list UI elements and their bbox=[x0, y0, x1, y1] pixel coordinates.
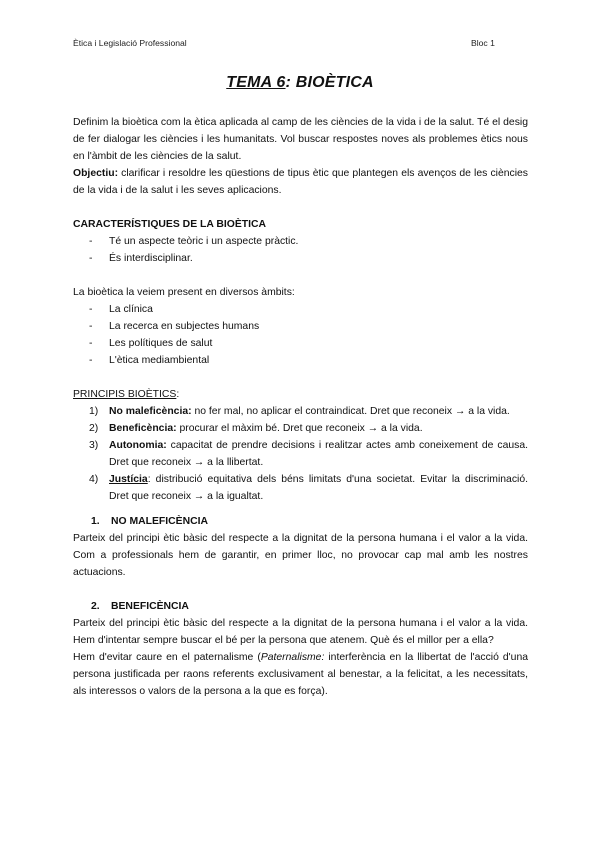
section-title: NO MALEFICÈNCIA bbox=[111, 516, 208, 527]
principle-text: no fer mal, no aplicar el contraindicat. Dret que reconeix → a la vida. bbox=[191, 406, 510, 417]
principle-text: : distribució equitativa dels béns limitats d'una societat. Evitar la discriminació. Dret que reconeix → a la igualtat. bbox=[109, 474, 528, 502]
document-body bbox=[73, 114, 528, 700]
intro-objective bbox=[73, 165, 528, 199]
intro-definition: Definim la bioètica com la ètica aplicada al camp de les ciències de la vida i de la salut. Té el desig de fer dialogar les ciències i les humanitats. Vol buscar respostes noves als problemes ètics nous en l'àmbit de les ciències de la salut. bbox=[73, 117, 528, 162]
principles-heading bbox=[73, 386, 528, 403]
principle-item bbox=[73, 420, 528, 437]
header-course-title: Ètica i Legislació Professional bbox=[73, 38, 187, 48]
list-item: - Les polítiques de salut bbox=[73, 335, 528, 352]
principle-label: Beneficència: bbox=[109, 423, 177, 434]
section-number: 1. bbox=[91, 516, 100, 527]
principle-item bbox=[73, 471, 528, 505]
paternalism-intro: Hem d'evitar caure en el paternalisme ( bbox=[73, 652, 261, 663]
section-1-text: Parteix del principi ètic bàsic del respecte a la dignitat de la persona humana i el valor a la vida. Com a professionals hem de garantir, en primer lloc, no provocar cap mal amb les nostres actuacions. bbox=[73, 533, 528, 578]
principle-text: capacitat de prendre decisions i realitzar actes amb coneixement de causa. Dret que reconeix → a la llibertat. bbox=[109, 440, 528, 468]
paternalism-term: Paternalisme: bbox=[260, 652, 325, 663]
principle-label: No maleficència: bbox=[109, 406, 192, 417]
section-2-text-2 bbox=[73, 649, 528, 700]
title-topic-number: TEMA 6 bbox=[226, 74, 286, 91]
list-item: - Té un aspecte teòric i un aspecte pràctic. bbox=[73, 233, 528, 250]
objective-text: clarificar i resoldre les qüestions de tipus ètic que plantegen els avenços de les ciències de la vida i de la salut i les seves aplicacions. bbox=[73, 168, 528, 196]
page-title bbox=[0, 74, 600, 92]
objective-label: Objectiu: bbox=[73, 168, 119, 179]
characteristics-list bbox=[73, 233, 528, 267]
list-item: - L'ètica mediambiental bbox=[73, 352, 528, 369]
principle-number: 1) bbox=[89, 406, 99, 417]
areas-list bbox=[73, 301, 528, 369]
principle-number: 2) bbox=[89, 423, 99, 434]
characteristics-heading: CARACTERÍSTIQUES DE LA BIOÈTICA bbox=[73, 219, 267, 230]
principle-label: Justícia bbox=[109, 474, 148, 485]
list-item: - És interdisciplinar. bbox=[73, 250, 528, 267]
principles-list bbox=[73, 403, 528, 505]
principle-number: 4) bbox=[89, 474, 99, 485]
header-block-label: Bloc 1 bbox=[471, 38, 495, 48]
principles-heading-colon: : bbox=[176, 389, 180, 400]
paternalism-definition: interferència en la llibertat de l'acció d'una persona justificada per raons referents exclusivament al benestar, a la felicitat, a les necessitats, als interessos o valors de la persona a la que es força). bbox=[73, 652, 529, 697]
section-number: 2. bbox=[91, 601, 100, 612]
list-item: - La recerca en subjectes humans bbox=[73, 318, 528, 335]
principle-item bbox=[73, 437, 528, 471]
principle-text: procurar el màxim bé. Dret que reconeix → a la vida. bbox=[176, 423, 423, 434]
list-item: - La clínica bbox=[73, 301, 528, 318]
principle-label: Autonomia: bbox=[109, 440, 167, 451]
section-1-heading bbox=[73, 513, 528, 530]
principle-number: 3) bbox=[89, 440, 99, 451]
section-2-heading bbox=[73, 598, 528, 615]
principle-item bbox=[73, 403, 528, 420]
section-title: BENEFICÈNCIA bbox=[111, 601, 189, 612]
principles-heading-text: PRINCIPIS BIOÈTICS bbox=[73, 389, 177, 400]
section-2-text-1: Parteix del principi ètic bàsic del respecte a la dignitat de la persona humana i el valor a la vida. Hem d'intentar sempre buscar el bé per la persona que atenem. Què és el millor per a ella? bbox=[73, 618, 528, 646]
areas-intro: La bioètica la veiem present en diversos àmbits: bbox=[73, 287, 295, 298]
title-topic-name: : BIOÈTICA bbox=[285, 74, 374, 91]
